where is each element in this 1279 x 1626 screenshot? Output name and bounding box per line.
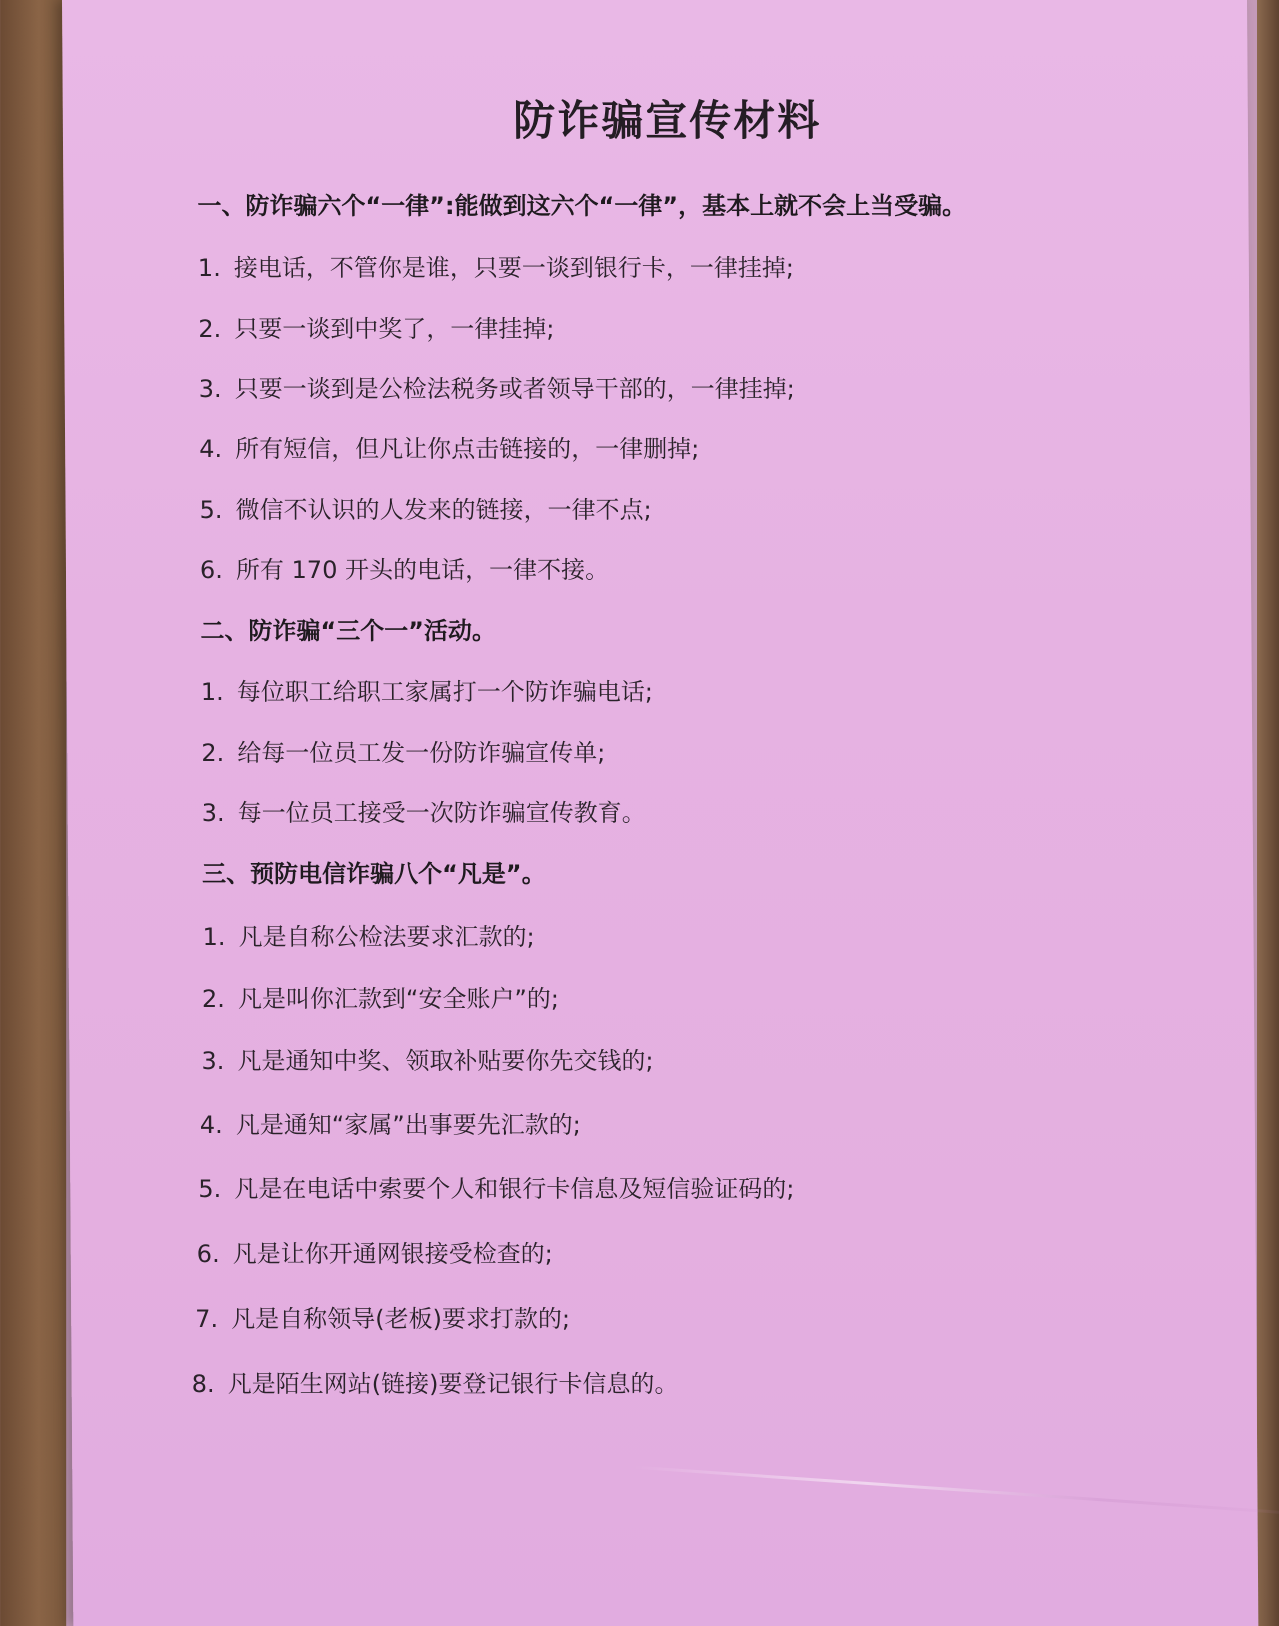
item-number: 1. — [202, 923, 226, 951]
list-item — [192, 1364, 679, 1399]
item-number: 2. — [201, 739, 225, 767]
list-item — [199, 429, 699, 464]
item-number: 6. — [199, 556, 223, 584]
section-heading-1: 一、防诈骗六个“一律”:能做到这六个“一律”，基本上就不会上当受骗。 — [197, 192, 967, 220]
paper-crease — [633, 1466, 1279, 1518]
list-item — [201, 733, 605, 768]
item-text: 凡是叫你汇款到“安全账户”的; — [237, 985, 560, 1013]
list-item — [198, 248, 794, 283]
item-number: 7. — [195, 1305, 219, 1333]
item-text: 每一位员工接受一次防诈骗宣传教育。 — [237, 799, 646, 827]
list-item — [198, 1169, 794, 1204]
item-text: 凡是通知“家属”出事要先汇款的; — [235, 1111, 581, 1139]
item-text: 只要一谈到中奖了，一律挂掉; — [234, 315, 555, 343]
item-number: 5. — [199, 496, 223, 524]
item-text: 所有短信，但凡让你点击链接的，一律删掉; — [235, 435, 700, 463]
list-item — [202, 979, 559, 1014]
list-item — [199, 490, 651, 525]
list-item — [201, 672, 653, 707]
item-text: 每位职工给职工家属打一个防诈骗电话; — [236, 678, 654, 706]
item-number: 3. — [201, 799, 225, 827]
item-number: 3. — [201, 1047, 225, 1075]
list-item — [197, 1234, 553, 1269]
section-heading-3: 三、预防电信诈骗八个“凡是”。 — [202, 860, 546, 888]
item-number: 4. — [199, 1111, 223, 1139]
list-item — [200, 1105, 581, 1140]
list-item — [198, 309, 554, 344]
pink-paper-sheet — [62, 0, 1258, 1626]
item-number: 1. — [197, 254, 221, 282]
item-text: 凡是自称领导(老板)要求打款的; — [231, 1305, 571, 1333]
item-number: 5. — [198, 1175, 222, 1203]
item-text: 只要一谈到是公检法税务或者领导干部的，一律挂掉; — [234, 375, 795, 403]
section-heading-2: 二、防诈骗“三个一”活动。 — [200, 617, 497, 645]
list-item — [201, 1041, 653, 1076]
item-number: 3. — [198, 375, 222, 403]
list-item — [199, 369, 795, 404]
document-title: 防诈骗宣传材料 — [513, 96, 822, 145]
item-text: 所有 170 开头的电话，一律不接。 — [235, 556, 610, 584]
list-item — [202, 917, 534, 952]
item-number: 6. — [196, 1240, 220, 1268]
item-text: 给每一位员工发一份防诈骗宣传单; — [237, 739, 606, 767]
item-number: 2. — [198, 315, 222, 343]
item-number: 8. — [191, 1370, 215, 1398]
list-item — [195, 1299, 570, 1334]
item-text: 凡是让你开通网银接受检查的; — [232, 1240, 553, 1268]
list-item — [200, 550, 609, 585]
item-text: 凡是通知中奖、领取补贴要你先交钱的; — [237, 1047, 654, 1075]
item-text: 凡是自称公检法要求汇款的; — [238, 923, 535, 951]
item-text: 凡是陌生网站(链接)要登记银行卡信息的。 — [227, 1370, 679, 1398]
wooden-table-edge — [1257, 0, 1279, 1626]
item-text: 接电话，不管你是谁，只要一谈到银行卡，一律挂掉; — [233, 254, 795, 282]
list-item — [202, 793, 646, 828]
item-text: 微信不认识的人发来的链接，一律不点; — [235, 496, 652, 524]
item-text: 凡是在电话中索要个人和银行卡信息及短信验证码的; — [234, 1175, 795, 1203]
item-number: 2. — [201, 985, 225, 1013]
item-number: 1. — [200, 678, 224, 706]
item-number: 4. — [199, 435, 223, 463]
